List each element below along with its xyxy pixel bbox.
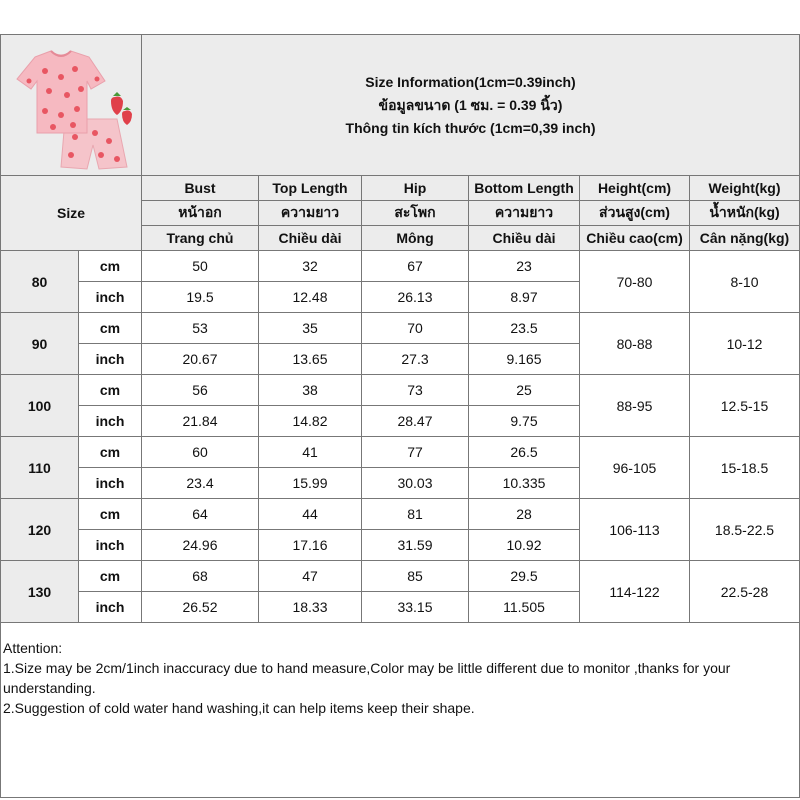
height-header-th: ส่วนสูง(cm) (580, 201, 690, 226)
strawberry-pajama-set-image (5, 37, 139, 171)
unit-cm-label: cm (79, 313, 142, 344)
unit-cm-label: cm (79, 375, 142, 406)
weight-range: 10-12 (690, 313, 800, 375)
title-vietnamese: Thông tin kích thước (1cm=0,39 inch) (345, 119, 596, 136)
bust-inch: 21.84 (142, 406, 259, 437)
size-value: 120 (1, 499, 79, 561)
size-row-cm (1, 499, 800, 530)
hip-inch: 26.13 (362, 282, 469, 313)
size-chart-table (0, 34, 800, 623)
bottom-length-cm: 23 (469, 251, 580, 282)
bust-cm: 64 (142, 499, 259, 530)
bottom-length-cm: 25 (469, 375, 580, 406)
top-length-inch: 14.82 (259, 406, 362, 437)
bust-inch: 26.52 (142, 592, 259, 623)
bust-cm: 56 (142, 375, 259, 406)
title-english: Size Information(1cm=0.39inch) (365, 73, 576, 90)
hip-inch: 33.15 (362, 592, 469, 623)
top-length-cm: 44 (259, 499, 362, 530)
attention-line-2: 2.Suggestion of cold water hand washing,it can help items keep their shape. (3, 700, 475, 716)
weight-header-en: Weight(kg) (690, 176, 800, 201)
size-row-cm (1, 313, 800, 344)
hip-header-th: สะโพก (362, 201, 469, 226)
unit-inch-label: inch (79, 344, 142, 375)
size-row-cm (1, 437, 800, 468)
size-row-cm (1, 561, 800, 592)
bust-header-th: หน้าอก (142, 201, 259, 226)
height-range: 114-122 (580, 561, 690, 623)
bottom-length-header-th: ความยาว (469, 201, 580, 226)
hip-header-en: Hip (362, 176, 469, 201)
bottom-length-cm: 26.5 (469, 437, 580, 468)
top-length-inch: 18.33 (259, 592, 362, 623)
height-header-vi: Chiều cao(cm) (580, 226, 690, 251)
size-value: 110 (1, 437, 79, 499)
product-image-cell (1, 35, 142, 176)
size-value: 90 (1, 313, 79, 375)
bottom-length-cm: 29.5 (469, 561, 580, 592)
title-thai: ข้อมูลขนาด (1 ซม. = 0.39 นิ้ว) (378, 96, 563, 113)
top-length-cm: 35 (259, 313, 362, 344)
unit-inch-label: inch (79, 406, 142, 437)
hip-cm: 73 (362, 375, 469, 406)
attention-heading: Attention: (3, 640, 63, 656)
bust-header-en: Bust (142, 176, 259, 201)
bottom-length-inch: 11.505 (469, 592, 580, 623)
bottom-length-header-vi: Chiều dài (469, 226, 580, 251)
bottom-length-header-en: Bottom Length (469, 176, 580, 201)
weight-range: 12.5-15 (690, 375, 800, 437)
bottom-length-cm: 28 (469, 499, 580, 530)
bust-inch: 24.96 (142, 530, 259, 561)
attention-line-1: 1.Size may be 2cm/1inch inaccuracy due to hand measure,Color may be little different due to monitor ,thanks for your understanding. (3, 660, 731, 696)
unit-cm-label: cm (79, 437, 142, 468)
attention-notes (3, 638, 793, 718)
bust-cm: 60 (142, 437, 259, 468)
strawberry-icon (111, 92, 123, 115)
bottom-length-inch: 9.165 (469, 344, 580, 375)
unit-inch-label: inch (79, 592, 142, 623)
bust-inch: 19.5 (142, 282, 259, 313)
height-range: 88-95 (580, 375, 690, 437)
hip-cm: 70 (362, 313, 469, 344)
weight-header-th: น้ำหนัก(kg) (690, 201, 800, 226)
bust-header-vi: Trang chủ (142, 226, 259, 251)
hip-inch: 27.3 (362, 344, 469, 375)
bust-cm: 68 (142, 561, 259, 592)
hip-cm: 85 (362, 561, 469, 592)
hip-cm: 67 (362, 251, 469, 282)
size-row-cm (1, 375, 800, 406)
bust-cm: 53 (142, 313, 259, 344)
weight-header-vi: Cân nặng(kg) (690, 226, 800, 251)
height-header-en: Height(cm) (580, 176, 690, 201)
weight-range: 8-10 (690, 251, 800, 313)
weight-range: 22.5-28 (690, 561, 800, 623)
size-row-cm (1, 251, 800, 282)
hip-header-vi: Mông (362, 226, 469, 251)
bust-inch: 23.4 (142, 468, 259, 499)
hip-cm: 81 (362, 499, 469, 530)
hip-cm: 77 (362, 437, 469, 468)
height-range: 80-88 (580, 313, 690, 375)
unit-cm-label: cm (79, 499, 142, 530)
bust-inch: 20.67 (142, 344, 259, 375)
bust-cm: 50 (142, 251, 259, 282)
unit-inch-label: inch (79, 530, 142, 561)
top-length-inch: 13.65 (259, 344, 362, 375)
bottom-length-inch: 8.97 (469, 282, 580, 313)
unit-inch-label: inch (79, 468, 142, 499)
top-length-cm: 32 (259, 251, 362, 282)
bottom-length-cm: 23.5 (469, 313, 580, 344)
height-range: 70-80 (580, 251, 690, 313)
top-length-header-en: Top Length (259, 176, 362, 201)
bottom-length-inch: 10.92 (469, 530, 580, 561)
weight-range: 15-18.5 (690, 437, 800, 499)
top-length-inch: 17.16 (259, 530, 362, 561)
size-value: 130 (1, 561, 79, 623)
bottom-length-inch: 9.75 (469, 406, 580, 437)
weight-range: 18.5-22.5 (690, 499, 800, 561)
bottom-length-inch: 10.335 (469, 468, 580, 499)
top-length-header-th: ความยาว (259, 201, 362, 226)
unit-inch-label: inch (79, 282, 142, 313)
top-length-header-vi: Chiều dài (259, 226, 362, 251)
height-range: 106-113 (580, 499, 690, 561)
height-range: 96-105 (580, 437, 690, 499)
top-length-cm: 38 (259, 375, 362, 406)
unit-cm-label: cm (79, 561, 142, 592)
top-length-cm: 47 (259, 561, 362, 592)
size-value: 100 (1, 375, 79, 437)
size-column-header: Size (1, 176, 142, 251)
top-length-cm: 41 (259, 437, 362, 468)
hip-inch: 30.03 (362, 468, 469, 499)
unit-cm-label: cm (79, 251, 142, 282)
hip-inch: 31.59 (362, 530, 469, 561)
top-length-inch: 15.99 (259, 468, 362, 499)
top-length-inch: 12.48 (259, 282, 362, 313)
size-info-title (142, 35, 800, 176)
size-value: 80 (1, 251, 79, 313)
hip-inch: 28.47 (362, 406, 469, 437)
